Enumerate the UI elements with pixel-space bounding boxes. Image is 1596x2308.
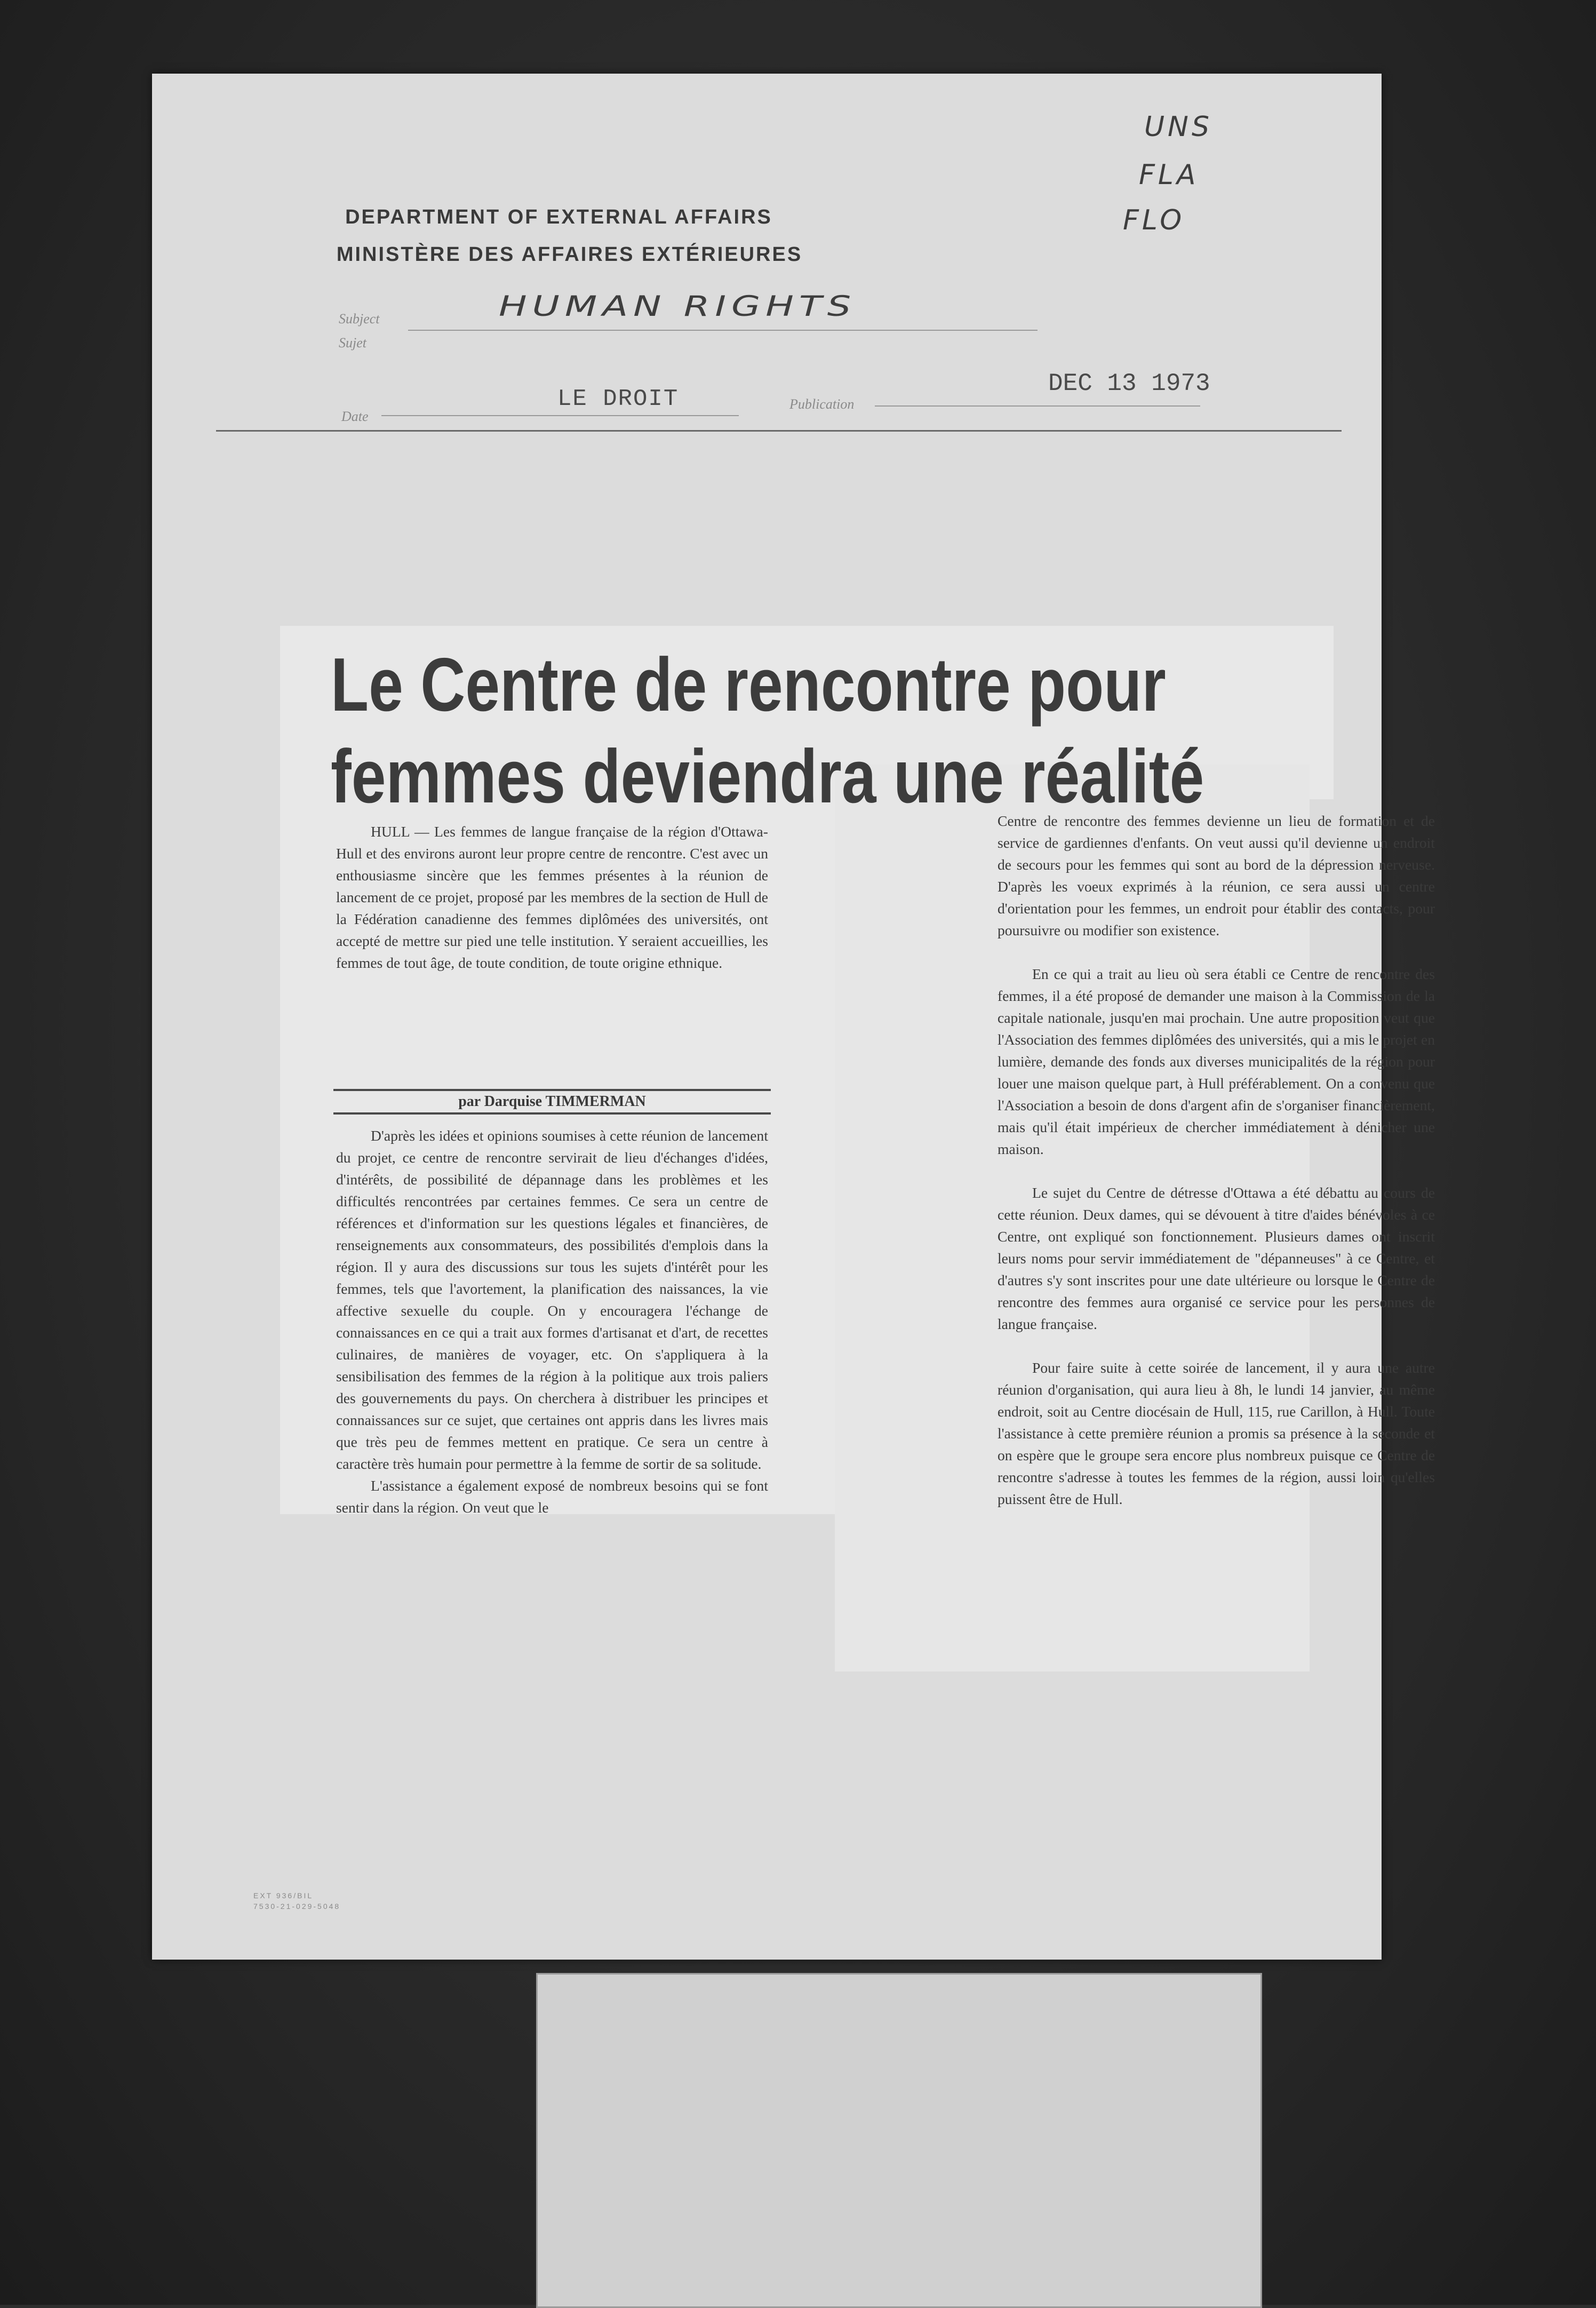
body-paragraph-2: L'assistance a également exposé de nombreux besoins qui se font sentir dans la région. On veut que le [336,1477,768,1516]
left-column-intro [336,821,768,974]
right-paragraph-4: Pour faire suite à cette soirée de lancement, il y aura une autre réunion d'organisation, qui aura lieu à 8h, le lundi 14 janvier, au même endroit, soit au Centre diocésain de Hull, 115, rue Carillon, à Hull. Toute l'assistance à cette première réunion a promis sa présence à la seconde et on espère que le groupe sera encore plus nombreux puisque ce Centre de rencontre s'adresse à toutes les femmes de la région, aussi loin qu'elles puissent être de Hull. [998,1359,1435,1507]
form-code-line-1: EXT 936/BIL [253,1891,314,1900]
subject-label: Subject [339,311,380,327]
department-title-fr: MINISTÈRE DES AFFAIRES EXTÉRIEURES [336,243,803,266]
byline: par Darquise TIMMERMAN [333,1089,771,1115]
handwritten-code-1: UNS [1144,111,1212,143]
handwritten-code-3: FLO [1123,204,1185,236]
date-label: Date [341,409,369,424]
publication-underline [875,405,1200,407]
clipping-form-sheet [152,74,1435,1960]
article-headline [331,639,1204,823]
subject-value: HUMAN RIGHTS [499,290,857,323]
headline-line-2: femmes deviendra une réalité [331,734,1204,819]
right-column [998,810,1435,1510]
subject-underline [408,330,1038,331]
right-paragraph-3: Le sujet du Centre de détresse d'Ottawa a été débattu au cours de cette réunion. Deux dames, qui se dévouent à titre d'aides bénévoles à ce Centre, ont expliqué son fonctionnement. Plusieurs dames ont inscrit leurs noms pour servir immédiatement de "dépanneuses" à ce Centre, et d'autres s'y sont inscrites pour une date ultérieure ou lorsque le Centre de rencontre des femmes aura organisé ce service pour les personnes de langue française. [998,1184,1435,1332]
right-paragraph-2: En ce qui a trait au lieu où sera établi ce Centre de rencontre des femmes, il a été proposé de demander une maison à la Commission de la capitale nationale, jusqu'en mai prochain. Une autre proposition veut que l'Association des femmes diplômées des universités, qui a mis le projet en lumière, demande des fonds aux diverses municipalités de la région pour louer une maison quelque part, à Hull préférablement. On a convenu que l'Association a besoin de dons d'argent afin de s'organiser financièrement, mais qu'il était impérieux de chercher immédiatement à dénicher une maison. [998,966,1435,1157]
publication-value: LE DROIT [557,386,679,412]
left-column-body [336,1125,768,1518]
film-holder-tab [536,1973,1262,2308]
form-code-line-2: 7530-21-029-5048 [253,1902,341,1911]
date-value: DEC 13 1973 [1048,370,1210,397]
sujet-label: Sujet [339,335,366,351]
date-underline [381,415,739,416]
department-title-en: DEPARTMENT OF EXTERNAL AFFAIRS [345,206,772,228]
header-divider [216,430,1342,432]
newspaper-clipping [280,626,1435,1674]
right-paragraph-1: Centre de rencontre des femmes devienne un lieu de formation et de service de gardiennes d'enfants. On veut aussi qu'il devienne un endroit de secours pour les femmes qui sont au bord de la dépression nerveuse. D'après les voeux exprimés à la réunion, ce sera aussi un centre d'orientation pour les femmes, un endroit pour établir des contacts, pour poursuivre ou modifier son existence. [998,813,1435,938]
intro-paragraph: HULL — Les femmes de langue française de la région d'Ottawa-Hull et des environs auront leur propre centre de rencontre. C'est avec un enthousiasme sincère que les femmes présentes à la réunion de lancement de ce projet, proposé par les membres de la section de Hull de la Fédération canadienne des femmes diplômées des universités, ont accepté de mettre sur pied une telle institution. Y seraient accueillies, les femmes de tout âge, de toute condition, de toute origine ethnique. [336,823,768,971]
body-paragraph-1: D'après les idées et opinions soumises à cette réunion de lancement du projet, ce centre de rencontre servirait de lieu d'échanges d'idées, d'intérêts, de possibilité de dépannage dans les problèmes et les difficultés rencontrées par certaines femmes. Ce sera un centre de références et d'information sur les questions légales et financières, de renseignements aux consommateurs, des possibilités d'emplois dans la région. Il y aura des discussions sur tous les sujets d'intérêt pour les femmes, tels que l'avortement, la planification des naissances, la vie affective sexuelle du couple. On y encouragera l'échange de connaissances en ce qui a trait aux formes d'artisanat et d'art, de recettes culinaires, de manières de voyager, etc. On s'appliquera à la sensibilisation des femmes de la région à la politique aux trois paliers des gouvernements du pays. On cherchera à distribuer les principes et connaissances sur ce sujet, que certaines ont appris dans les livres mais que très peu de femmes mettent en pratique. Ce sera un centre à caractère très humain pour permettre à la femme de sortir de sa solitude. [336,1127,768,1472]
handwritten-code-2: FLA [1139,159,1199,191]
headline-line-1: Le Centre de rencontre pour [331,642,1166,727]
publication-label: Publication [789,396,855,412]
form-code [253,1890,340,1912]
